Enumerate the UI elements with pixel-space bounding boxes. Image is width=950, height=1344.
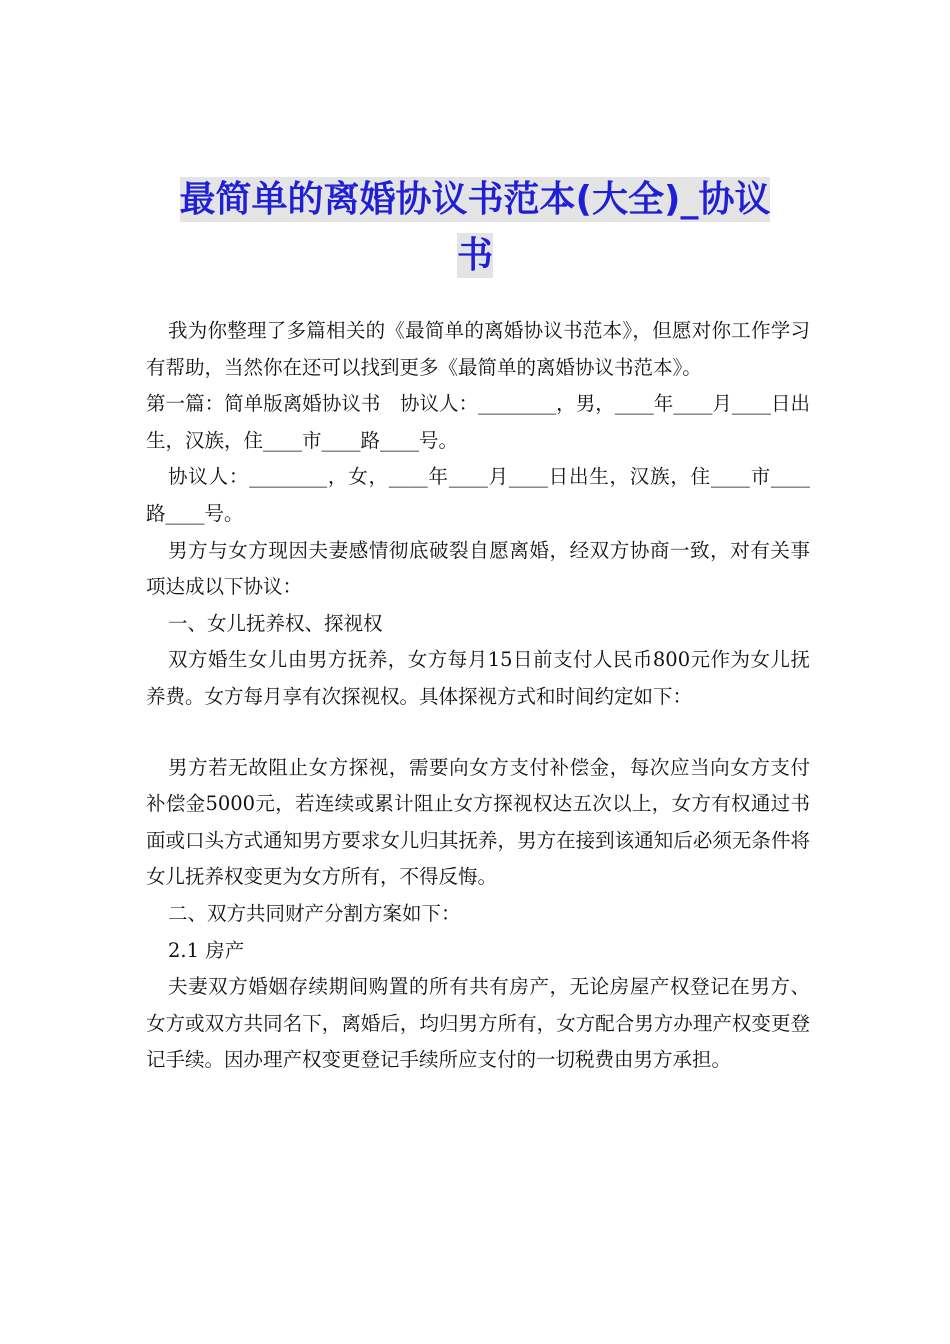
- title-line-2: 书: [456, 235, 493, 276]
- title-line-1: 最简单的离婚协议书范本(大全)_协议: [179, 179, 771, 220]
- custody-paragraph: 双方婚生女儿由男方抚养，女方每月15日前支付人民币800元作为女儿抚养费。女方每月享有次探视权。具体探视方式和时间约定如下：: [146, 648, 810, 708]
- section-1-heading: 一、女儿抚养权、探视权: [168, 611, 383, 635]
- party-a-paragraph: 第一篇：简单版离婚协议书 协议人：________，男，____年____月____日出生，汉族，住____市____路____号。: [146, 392, 810, 452]
- property-paragraph: 夫妻双方婚姻存续期间购置的所有共有房产，无论房屋产权登记在男方、女方或双方共同名下，离婚后，均归男方所有，女方配合男方办理产权变更登记手续。因办理产权变更登记手续所应支付的一切税费由男方承担。: [146, 975, 810, 1072]
- blank-line: [146, 716, 810, 750]
- document-body: [146, 313, 810, 1079]
- subsection-2-1-heading: 2.1 房产: [168, 938, 245, 962]
- intro-paragraph: 我为你整理了多篇相关的《最简单的离婚协议书范本》，但愿对你工作学习有帮助，当然你在还可以找到更多《最简单的离婚协议书范本》。: [146, 319, 810, 379]
- consensus-paragraph: 男方与女方现因夫妻感情彻底破裂自愿离婚，经双方协商一致，对有关事项达成以下协议：: [146, 538, 810, 599]
- compensation-paragraph: 男方若无故阻止女方探视，需要向女方支付补偿金，每次应当向女方支付补偿金5000元，若连续或累计阻止女方探视权达五次以上，女方有权通过书面或口头方式通知男方要求女儿归其抚养，男方在接到该通知后必须无条件将女儿抚养权变更为女方所有，不得反悔。: [146, 755, 810, 889]
- document-title: [0, 172, 950, 284]
- party-b-paragraph: 协议人：________，女，____年____月____日出生，汉族，住____市____路____号。: [146, 465, 810, 525]
- section-2-heading: 二、双方共同财产分割方案如下：: [168, 901, 461, 925]
